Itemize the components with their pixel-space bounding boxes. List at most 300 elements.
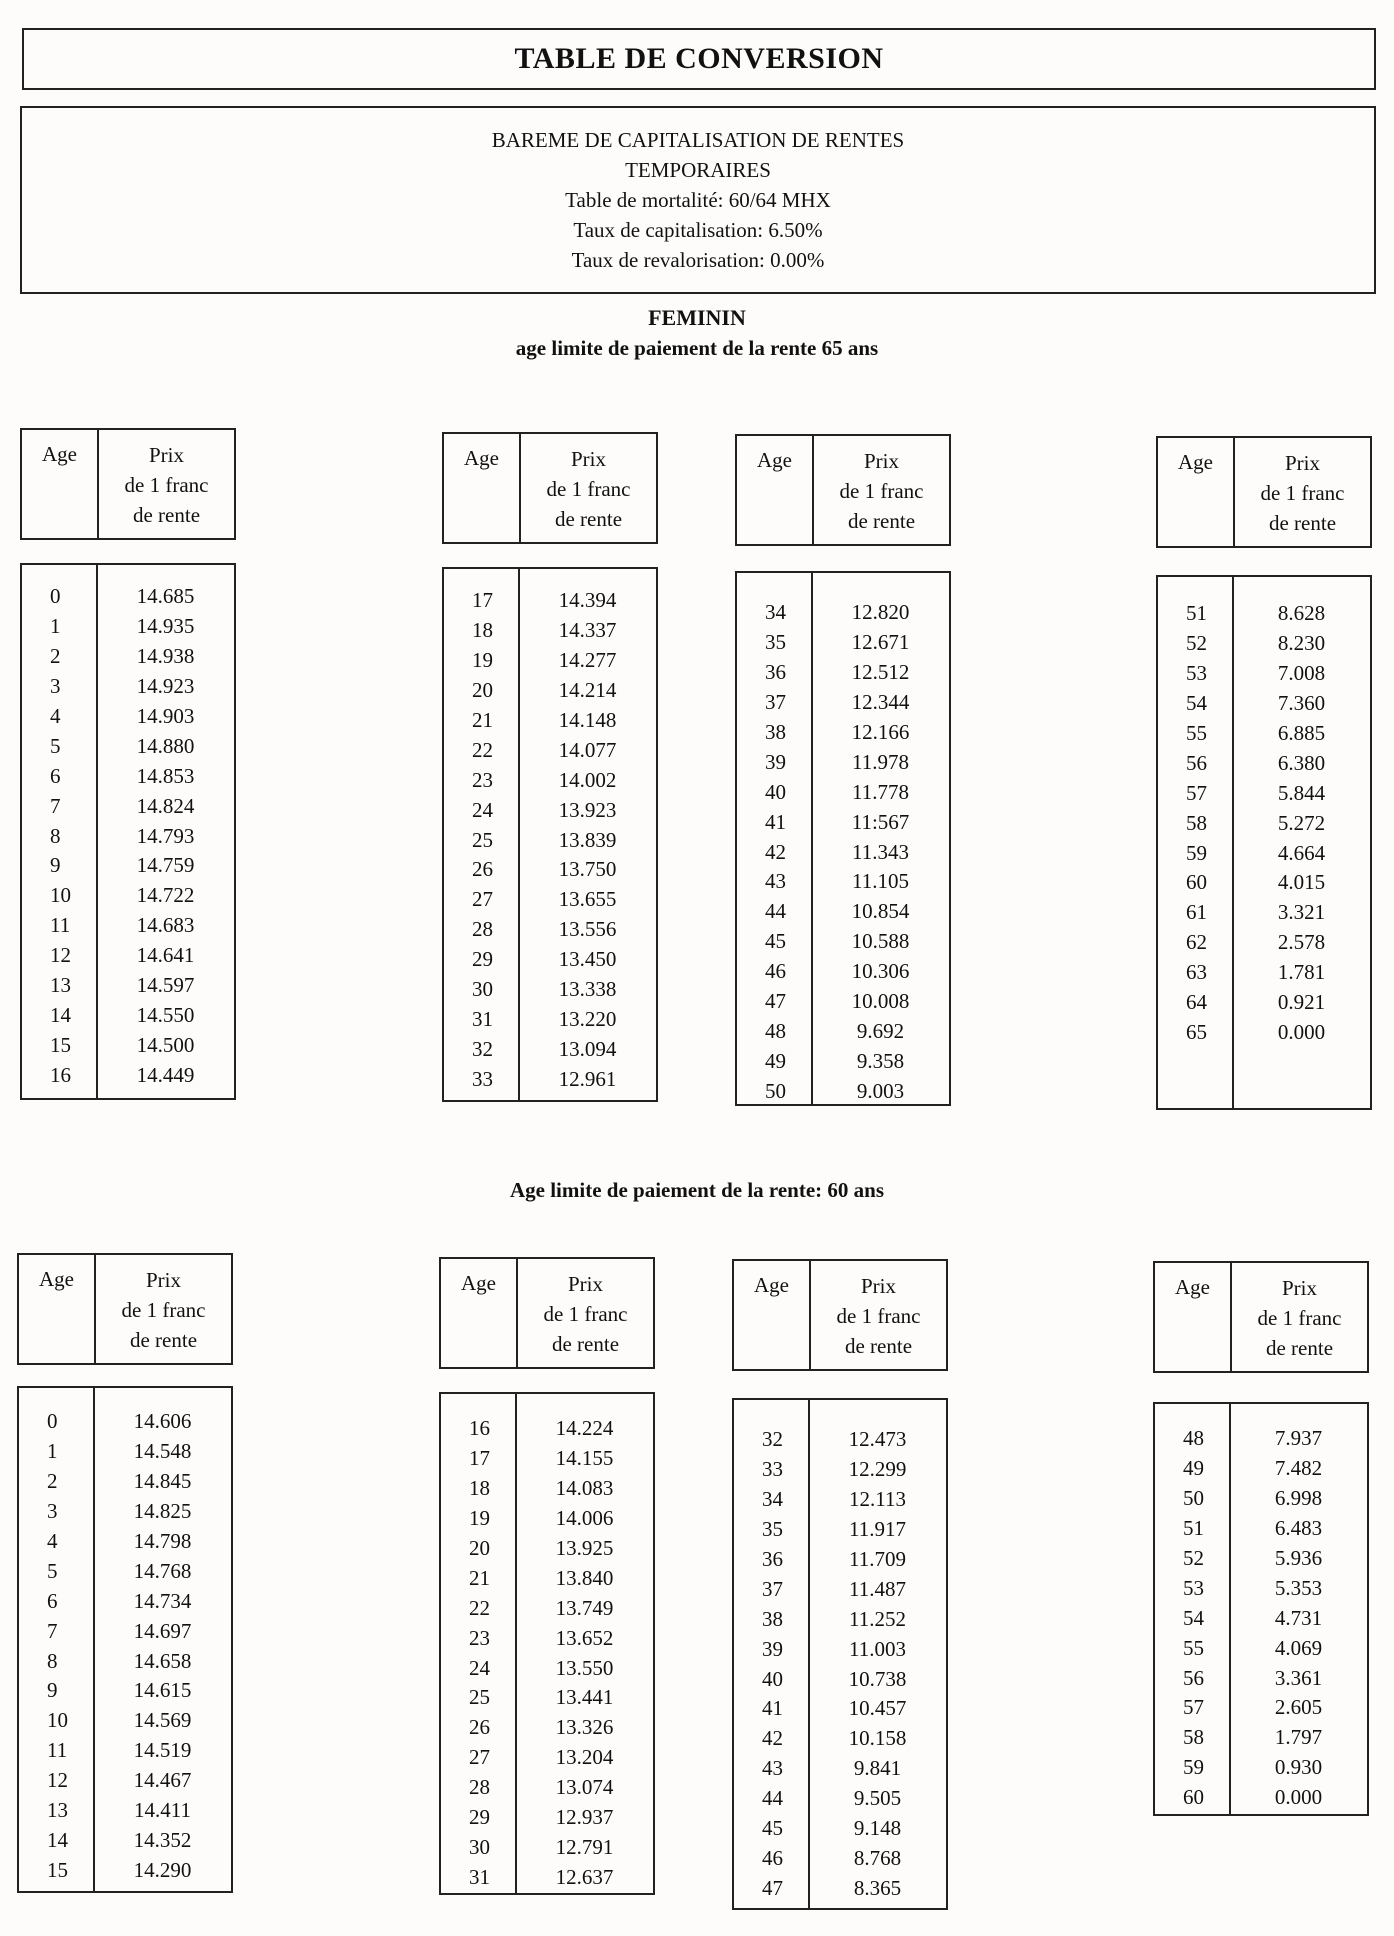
age-cell: 9 [47, 1678, 58, 1703]
age-cell: 30 [472, 977, 493, 1002]
age-column-header: Age [1155, 1263, 1232, 1371]
table-row [737, 628, 949, 658]
table-row [1158, 928, 1370, 958]
age-cell: 26 [469, 1715, 490, 1740]
price-cell: 14.352 [133, 1827, 192, 1852]
age-column-header: Age [444, 434, 521, 542]
table-row [1155, 1663, 1367, 1693]
price-cell: 8.768 [853, 1845, 902, 1870]
table-row [734, 1664, 946, 1694]
table-row [22, 702, 234, 732]
price-cell: 2.605 [1274, 1695, 1323, 1720]
price-cell: 14.768 [133, 1558, 192, 1583]
age-cell: 16 [469, 1416, 490, 1441]
table-row [444, 855, 656, 885]
table-row [1158, 868, 1370, 898]
table-row [734, 1485, 946, 1515]
table-row [19, 1766, 231, 1796]
table-row [734, 1425, 946, 1455]
age-cell: 19 [469, 1506, 490, 1531]
price-cell: 14.853 [136, 763, 195, 788]
age-cell: 21 [472, 708, 493, 732]
table-row [1158, 988, 1370, 1018]
age-cell: 58 [1183, 1725, 1204, 1750]
price-cell: 14.903 [136, 704, 195, 728]
price-cell: 4.731 [1274, 1605, 1323, 1630]
price-column-header [521, 434, 656, 542]
age-cell: 7 [50, 793, 61, 818]
table-row [737, 777, 949, 807]
table-row [734, 1754, 946, 1784]
table-row [734, 1724, 946, 1754]
price-cell: 8.628 [1277, 601, 1326, 626]
price-cell: 12.961 [558, 1066, 617, 1091]
age-cell: 54 [1186, 691, 1207, 716]
age-cell: 22 [472, 737, 493, 762]
age-cell: 32 [472, 1036, 493, 1061]
price-cell: 1.781 [1277, 960, 1326, 985]
age-cell: 14 [47, 1827, 68, 1852]
price-cell: 12.791 [555, 1834, 614, 1859]
age-cell: 5 [47, 1558, 58, 1583]
age-cell: 38 [765, 720, 786, 744]
price-cell: 14.845 [133, 1469, 192, 1494]
table-row [22, 731, 234, 761]
price-cell: 14.641 [136, 943, 195, 968]
price-cell: 14.685 [136, 584, 195, 609]
age-cell: 57 [1183, 1695, 1204, 1720]
price-cell: 12.820 [851, 600, 910, 625]
price-cell: 12.299 [848, 1457, 907, 1482]
table-row [22, 881, 234, 911]
price-cell: 14.500 [136, 1032, 195, 1057]
age-cell: 2 [50, 644, 61, 669]
age-cell: 37 [765, 690, 786, 715]
age-cell: 50 [1183, 1486, 1204, 1511]
price-cell: 13.094 [558, 1036, 617, 1061]
section1-table-body-2 [735, 571, 951, 1106]
age-cell: 29 [472, 947, 493, 972]
price-cell: 12.166 [851, 720, 910, 744]
price-cell: 14.467 [133, 1768, 192, 1793]
table-row [1155, 1723, 1367, 1753]
table-rows [737, 598, 949, 1106]
price-cell: 14.683 [136, 913, 195, 938]
price-cell: 9.358 [856, 1048, 905, 1073]
age-cell: 33 [762, 1457, 783, 1482]
price-cell: 14.550 [136, 1002, 195, 1027]
age-column-header: Age [734, 1261, 811, 1369]
table-row [1155, 1573, 1367, 1603]
age-cell: 52 [1186, 631, 1207, 656]
age-cell: 8 [47, 1648, 58, 1673]
price-header-line-2: de 1 franc [124, 473, 209, 497]
price-cell: 11.343 [852, 839, 909, 864]
table-row [734, 1455, 946, 1485]
table-row [444, 945, 656, 975]
price-cell: 14.923 [136, 674, 195, 699]
table-row [734, 1545, 946, 1575]
age-cell: 6 [47, 1588, 58, 1613]
price-cell: 6.380 [1277, 750, 1326, 775]
table-row [441, 1832, 653, 1862]
table-row [19, 1855, 231, 1885]
age-cell: 20 [472, 678, 493, 703]
table-row [444, 646, 656, 676]
price-header-line-1: Prix [860, 1274, 896, 1298]
table-row [19, 1736, 231, 1766]
table-row [734, 1843, 946, 1873]
table-row [444, 586, 656, 616]
section1-table-body-3 [1156, 575, 1372, 1110]
price-cell: 14.277 [558, 648, 617, 673]
table-row [737, 987, 949, 1017]
age-cell: 60 [1183, 1785, 1204, 1810]
table-row [1158, 958, 1370, 988]
table-rows [734, 1425, 946, 1903]
age-cell: 56 [1186, 750, 1207, 775]
price-header-line-1: Prix [1281, 1276, 1317, 1300]
age-cell: 7 [47, 1618, 58, 1643]
section1-table-body-1 [442, 567, 658, 1102]
price-cell: 9.692 [856, 1018, 905, 1043]
table-row [737, 747, 949, 777]
price-cell: 3.361 [1274, 1665, 1323, 1690]
price-cell: 5.936 [1274, 1546, 1323, 1570]
price-column-header [1235, 438, 1370, 546]
price-header-line-3: de rente [129, 1328, 198, 1352]
age-cell: 34 [765, 600, 786, 625]
age-cell: 25 [469, 1685, 490, 1710]
table-row [1155, 1454, 1367, 1484]
table-row [19, 1676, 231, 1706]
age-cell: 45 [762, 1816, 783, 1841]
age-cell: 39 [765, 749, 786, 774]
price-cell: 11.917 [849, 1517, 906, 1542]
table-row [441, 1414, 653, 1444]
info-line-1: BAREME DE CAPITALISATION DE RENTES [491, 128, 905, 152]
age-cell: 0 [50, 584, 61, 609]
table-row [737, 658, 949, 688]
table-row [734, 1515, 946, 1545]
section2-table-header-1 [439, 1257, 655, 1369]
price-cell: 14.290 [133, 1857, 192, 1882]
table-row [19, 1796, 231, 1826]
table-row [22, 911, 234, 941]
table-row [22, 791, 234, 821]
age-cell: 6 [50, 763, 61, 788]
age-cell: 65 [1186, 1019, 1207, 1044]
price-cell: 12.512 [851, 660, 910, 685]
price-cell: 0.000 [1277, 1019, 1326, 1044]
section2-table-header-0 [17, 1253, 233, 1365]
age-cell: 5 [50, 733, 61, 758]
age-cell: 8 [50, 823, 61, 848]
price-cell: 11.978 [852, 749, 909, 774]
price-cell: 10.008 [851, 989, 910, 1014]
age-cell: 55 [1183, 1635, 1204, 1660]
table-row [444, 795, 656, 825]
price-header-line-3: de rente [551, 1332, 620, 1356]
age-cell: 35 [765, 630, 786, 655]
table-row [444, 616, 656, 646]
price-header-line-3: de rente [1265, 1336, 1334, 1360]
table-row [441, 1444, 653, 1474]
table-row [444, 676, 656, 706]
price-cell: 14.597 [136, 973, 195, 998]
price-header-line-2: de 1 franc [1260, 481, 1345, 505]
table-row [19, 1616, 231, 1646]
table-row [19, 1646, 231, 1676]
price-cell: 14.697 [133, 1618, 192, 1643]
table-row [441, 1474, 653, 1504]
price-cell: 8.365 [853, 1875, 902, 1900]
table-row [1158, 808, 1370, 838]
price-cell: 0.000 [1274, 1785, 1323, 1810]
table-rows [444, 586, 656, 1094]
table-row [441, 1773, 653, 1803]
age-cell: 61 [1186, 900, 1207, 925]
price-cell: 14.722 [136, 883, 195, 908]
price-cell: 13.338 [558, 977, 617, 1002]
section2-heading: Age limite de paiement de la rente: 60 ans [509, 1178, 885, 1202]
age-cell: 24 [469, 1655, 490, 1680]
price-cell: 2.578 [1277, 930, 1326, 955]
table-row [734, 1694, 946, 1724]
price-header-line-1: Prix [567, 1272, 603, 1296]
age-cell: 56 [1183, 1665, 1204, 1690]
table-row [22, 851, 234, 881]
table-row [1158, 599, 1370, 629]
price-cell: 11.003 [849, 1636, 906, 1661]
table-row [441, 1862, 653, 1892]
section1-table-header-0 [20, 428, 236, 540]
table-row [1158, 689, 1370, 719]
price-cell: 12.473 [848, 1427, 907, 1452]
price-cell: 14.825 [133, 1499, 192, 1524]
age-cell: 2 [47, 1469, 58, 1494]
price-header-line-2: de 1 franc [121, 1298, 206, 1322]
age-cell: 51 [1183, 1516, 1204, 1541]
table-row [19, 1497, 231, 1527]
price-cell: 14.798 [133, 1529, 192, 1553]
table-row [734, 1784, 946, 1814]
table-row [441, 1534, 653, 1564]
table-row [737, 837, 949, 867]
table-row [19, 1437, 231, 1467]
table-row [22, 672, 234, 702]
age-cell: 49 [765, 1048, 786, 1073]
table-row [1155, 1514, 1367, 1544]
price-column-header [814, 436, 949, 544]
age-cell: 4 [47, 1529, 58, 1553]
price-cell: 0.921 [1277, 990, 1326, 1015]
age-column-header: Age [19, 1255, 96, 1363]
table-row [1158, 719, 1370, 749]
age-cell: 20 [469, 1536, 490, 1560]
price-cell: 10.158 [848, 1726, 907, 1751]
age-column-header: Age [441, 1259, 518, 1367]
age-cell: 0 [47, 1409, 58, 1434]
table-row [22, 821, 234, 851]
age-cell: 39 [762, 1636, 783, 1661]
price-header-line-2: de 1 franc [543, 1302, 628, 1326]
table-row [1155, 1633, 1367, 1663]
price-header-line-1: Prix [1284, 451, 1320, 475]
price-cell: 12.344 [851, 690, 910, 715]
table-row [1158, 659, 1370, 689]
price-cell: 13.550 [555, 1655, 614, 1680]
page-title: TABLE DE CONVERSION [514, 42, 884, 75]
age-cell: 40 [765, 779, 786, 804]
price-cell: 11.252 [849, 1606, 906, 1631]
age-cell: 12 [50, 943, 71, 968]
price-header-line-3: de rente [1268, 511, 1337, 535]
section2-table-header-3 [1153, 1261, 1369, 1373]
age-cell: 63 [1186, 960, 1207, 985]
table-row [737, 1016, 949, 1046]
price-cell: 12.637 [555, 1864, 614, 1889]
age-cell: 15 [50, 1032, 71, 1057]
table-row [441, 1563, 653, 1593]
age-cell: 36 [765, 660, 786, 685]
price-cell: 11:567 [851, 809, 910, 834]
section2-table-body-2 [732, 1398, 948, 1910]
table-row [737, 688, 949, 718]
section2-table-header-2 [732, 1259, 948, 1371]
table-row [441, 1623, 653, 1653]
age-cell: 38 [762, 1606, 783, 1631]
price-header-line-3: de rente [132, 503, 201, 527]
price-header-line-1: Prix [863, 449, 899, 473]
price-column-header [99, 430, 234, 538]
section1-table-header-2 [735, 434, 951, 546]
table-row [734, 1604, 946, 1634]
price-cell: 14.615 [133, 1678, 192, 1703]
price-cell: 9.841 [853, 1756, 902, 1781]
price-cell: 1.797 [1274, 1725, 1323, 1750]
price-cell: 11.105 [852, 869, 909, 894]
table-row [19, 1825, 231, 1855]
section1-table-header-3 [1156, 436, 1372, 548]
table-row [444, 915, 656, 945]
price-header-line-2: de 1 franc [836, 1304, 921, 1328]
age-cell: 29 [469, 1805, 490, 1830]
table-row [441, 1713, 653, 1743]
price-cell: 10.738 [848, 1666, 907, 1691]
age-cell: 43 [765, 869, 786, 894]
price-cell: 14.880 [136, 733, 195, 758]
age-cell: 14 [50, 1002, 71, 1027]
price-cell: 14.569 [133, 1708, 192, 1733]
age-cell: 22 [469, 1595, 490, 1620]
price-cell: 14.083 [555, 1476, 614, 1501]
price-cell: 5.353 [1274, 1575, 1323, 1600]
age-cell: 21 [469, 1565, 490, 1590]
price-cell: 14.658 [133, 1648, 192, 1673]
age-cell: 55 [1186, 721, 1207, 745]
price-column-header [96, 1255, 231, 1363]
price-cell: 14.006 [555, 1506, 614, 1531]
price-cell: 0.930 [1274, 1755, 1323, 1780]
table-row [444, 706, 656, 736]
age-cell: 13 [47, 1798, 68, 1823]
table-row [444, 1004, 656, 1034]
age-cell: 19 [472, 648, 493, 673]
age-cell: 31 [469, 1864, 490, 1889]
age-cell: 42 [765, 839, 786, 864]
price-cell: 14.449 [136, 1062, 195, 1087]
price-cell: 9.003 [856, 1078, 905, 1103]
price-cell: 9.505 [853, 1786, 902, 1811]
price-cell: 11.709 [849, 1547, 906, 1571]
price-column-header [811, 1261, 946, 1369]
section1-table-header-1 [442, 432, 658, 544]
age-cell: 37 [762, 1576, 783, 1601]
info-box [20, 106, 1376, 294]
age-cell: 45 [765, 929, 786, 954]
table-row [22, 941, 234, 971]
table-row [737, 718, 949, 748]
age-cell: 48 [1183, 1426, 1204, 1451]
table-row [734, 1814, 946, 1844]
price-cell: 14.519 [133, 1738, 192, 1763]
table-rows [19, 1407, 231, 1885]
price-cell: 13.556 [558, 917, 617, 942]
price-cell: 14.002 [558, 767, 617, 792]
price-cell: 3.321 [1277, 900, 1326, 925]
age-cell: 46 [765, 959, 786, 984]
table-row [19, 1527, 231, 1557]
age-cell: 13 [50, 973, 71, 998]
price-cell: 8.230 [1277, 631, 1326, 656]
price-cell: 11.778 [852, 779, 909, 804]
age-cell: 9 [50, 853, 61, 878]
price-header-line-1: Prix [570, 447, 606, 471]
price-cell: 14.394 [558, 588, 617, 613]
price-cell: 7.360 [1277, 691, 1326, 716]
age-cell: 53 [1186, 661, 1207, 686]
age-cell: 49 [1183, 1456, 1204, 1481]
title-box [22, 28, 1376, 90]
age-cell: 40 [762, 1666, 783, 1691]
price-cell: 14.938 [136, 644, 195, 669]
price-cell: 13.750 [558, 857, 617, 882]
table-row [19, 1407, 231, 1437]
section2-table-body-1 [439, 1392, 655, 1895]
table-row [22, 1060, 234, 1090]
info-line-5: Taux de revalorisation: 0.00% [571, 248, 825, 272]
age-cell: 44 [765, 899, 786, 924]
table-row [1158, 1017, 1370, 1047]
table-row [22, 971, 234, 1001]
age-cell: 64 [1186, 990, 1207, 1015]
table-row [737, 957, 949, 987]
price-column-header [1232, 1263, 1367, 1371]
price-cell: 14.337 [558, 618, 617, 643]
age-cell: 59 [1186, 840, 1207, 865]
table-row [19, 1586, 231, 1616]
price-cell: 14.935 [136, 614, 195, 639]
age-cell: 31 [472, 1006, 493, 1031]
table-rows [22, 582, 234, 1090]
age-cell: 35 [762, 1517, 783, 1542]
section2-table-body-3 [1153, 1402, 1369, 1816]
age-cell: 23 [469, 1625, 490, 1650]
age-cell: 17 [469, 1446, 490, 1471]
age-cell: 4 [50, 704, 61, 728]
age-cell: 18 [469, 1476, 490, 1501]
